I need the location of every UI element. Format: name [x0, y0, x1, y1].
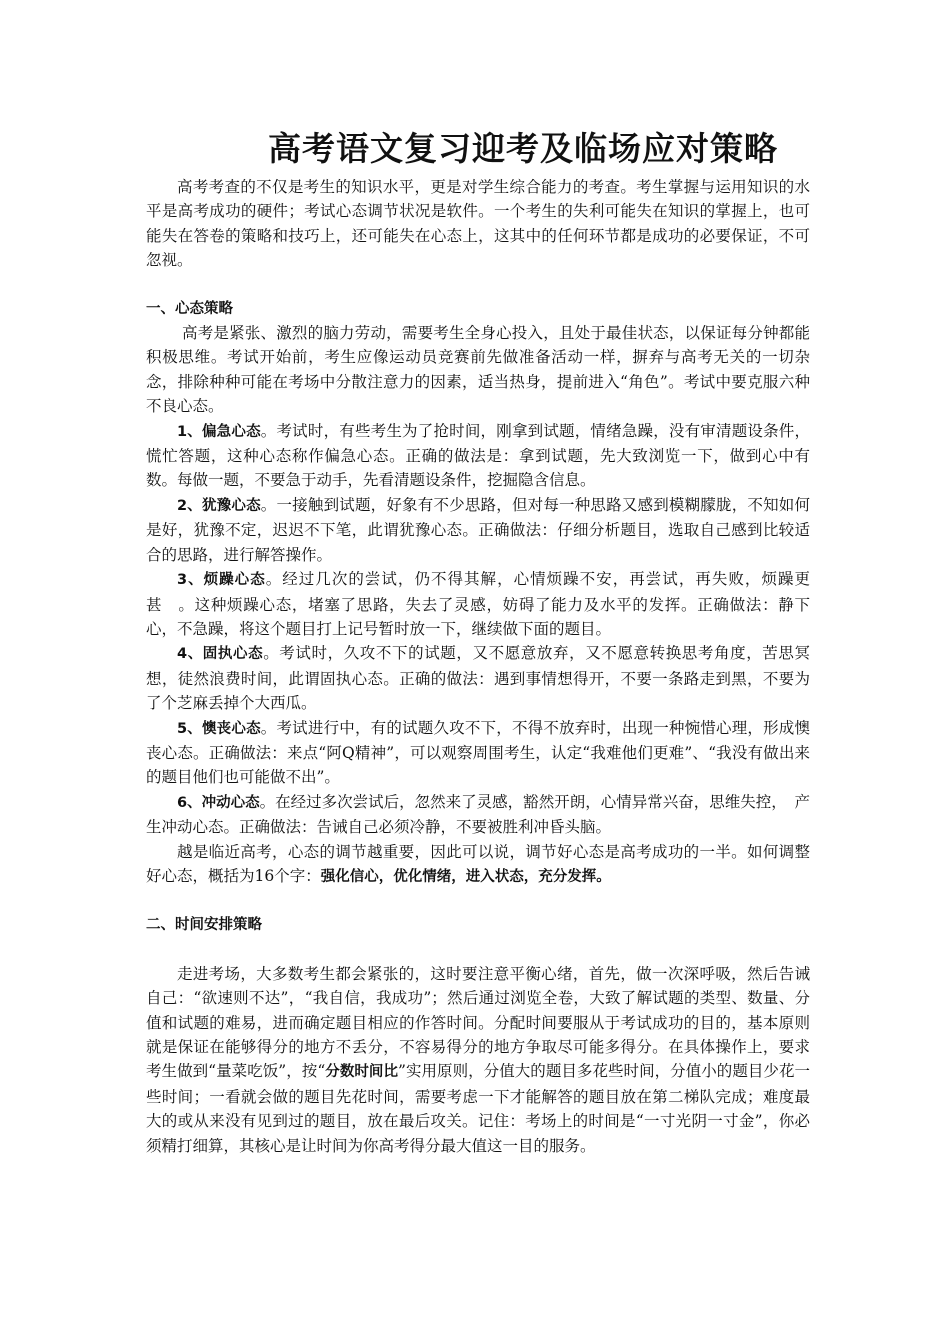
section1-summary — [146, 840, 826, 890]
list-item-3 — [146, 567, 810, 641]
item-name: 冲动心态 — [201, 794, 260, 811]
para-text-1: 走进考场，大多数考生都会紧张的，这时要注意平衡心绪，首先，做一次深呼吸，然后告诫自己：“欲速则不达”，“我自信，我成功”；然后通过浏览全卷，大致了解试题的类型、数量、分值和试题的难易，进而确定题目相应的作答时间。分配时间要服从于考试成功的目的，基本原则就是保证在能够得分的地方不丢分，不容易得分的地方争取尽可能多得分。在具体操作上，要求考生做到“量菜吃饭”，按“ — [146, 964, 810, 1081]
item-text: 。经过几次的尝试，仍不得其解，心情烦躁不安，再尝试，再失败，烦躁更甚 。这种烦躁心态，堵塞了思路，失去了灵感，妨碍了能力及水平的发挥。正确做法：静下心，不急躁，将这个题目打上记号暂时放一下，继续做下面的题目。 — [146, 570, 810, 638]
list-item-5 — [146, 716, 810, 790]
document-body — [146, 175, 826, 1158]
item-label: 3、 — [177, 572, 204, 589]
item-label: 5、 — [177, 720, 202, 737]
item-text: 。考试进行中，有的试题久攻不下，不得不放弃时，出现一种惋惜心理，形成懊丧心态。正确做法：来点“阿Q精神”，可以观察周围考生，认定“我难他们更难”、“我没有做出来的题目他们也可能做不出”。 — [146, 718, 810, 787]
section-heading-1: 一、心态策略 — [146, 300, 233, 317]
item-label: 6、 — [177, 794, 202, 811]
summary-bold: 强化信心，优化情绪，进入状态，充分发挥。 — [320, 868, 611, 885]
list-item-6 — [146, 790, 810, 840]
para-text-2: ”实用原则，分值大的题目多花些时间，分值小的题目少花一些时间；一看就会做的题目先花时间，需要考虑一下才能解答的题目放在第二梯队完成；难度最大的或从来没有见到过的题目，放在最后攻关。记住：考场上的时间是“一寸光阴一寸金”，你必须精打细算，其核心是让时间为你高考得分最大值这一目的服务。 — [146, 1062, 810, 1155]
item-name: 犹豫心态 — [201, 497, 261, 514]
item-text: 。在经过多次尝试后，忽然来了灵感，豁然开朗，心情异常兴奋，思维失控， 产生冲动心态。正确做法：告诫自己必须冷静，不要被胜利冲昏头脑。 — [146, 792, 810, 837]
item-text: 。考试时，有些考生为了抢时间，刚拿到试题，情绪急躁，没有审清题设条件，慌忙答题，这种心态称作偏急心态。正确的做法是：拿到试题，先大致浏览一下，做到心中有数。每做一题，不要急于动手，先看清题设条件，挖掘隐含信息。 — [146, 421, 810, 490]
spacer — [146, 889, 810, 913]
section-heading-2: 二、时间安排策略 — [146, 917, 262, 934]
item-name: 偏急心态 — [201, 423, 261, 440]
item-name: 烦躁心态 — [203, 572, 266, 589]
list-item-4 — [146, 641, 810, 715]
section1-intro: 高考是紧张、激烈的脑力劳动，需要考生全身心投入，且处于最佳状态，以保证每分钟都能积极思维。考试开始前，考生应像运动员竞赛前先做准备活动一样，摒弃与高考无关的一切杂念，排除种种可能在考场中分散注意力的因素，适当热身，提前进入“角色”。考试中要克服六种不良心态。 — [146, 324, 810, 416]
item-label: 1、 — [177, 423, 202, 440]
spacer — [146, 938, 810, 962]
para-bold: 分数时间比 — [325, 1064, 399, 1081]
item-label: 4、 — [177, 646, 203, 663]
document-title: 高考语文复习迎考及临场应对策略 — [268, 129, 778, 168]
section2-paragraph — [146, 962, 810, 1158]
item-name: 固执心态 — [202, 646, 264, 663]
spacer — [146, 273, 810, 297]
summary-text: 越是临近高考，心态的调节越重要，因此可以说，调节好心态是高考成功的一半。如何调整 好心态，概括为16个字： — [146, 842, 826, 885]
intro-paragraph: 高考考查的不仅是考生的知识水平，更是对学生综合能力的考查。考生掌握与运用知识的水平是高考成功的硬件；考试心态调节状况是软件。一个考生的失利可能失在知识的掌握上，也可能失在答卷的策略和技巧上，还可能失在心态上，这其中的任何环节都是成功的必要保证，不可忽视。 — [146, 178, 810, 270]
item-name: 懊丧心态 — [201, 720, 261, 737]
item-label: 2、 — [177, 497, 202, 514]
item-text: 。一接触到试题，好象有不少思路，但对每一种思路又感到模糊朦胧，不知如何是好，犹豫不定，迟迟不下笔，此谓犹豫心态。正确做法：仔细分析题目，选取自己感到比较适合的思路，进行解答操作。 — [146, 495, 810, 564]
list-item-1 — [146, 419, 810, 493]
item-text: 。考试时，久攻不下的试题，又不愿意放弃，又不愿意转换思考角度，苦思冥想，徒然浪费时间，此谓固执心态。正确的做法：遇到事情想得开，不要一条路走到黑，不要为了个芝麻丢掉个大西瓜。 — [146, 644, 810, 713]
list-item-2 — [146, 493, 810, 567]
